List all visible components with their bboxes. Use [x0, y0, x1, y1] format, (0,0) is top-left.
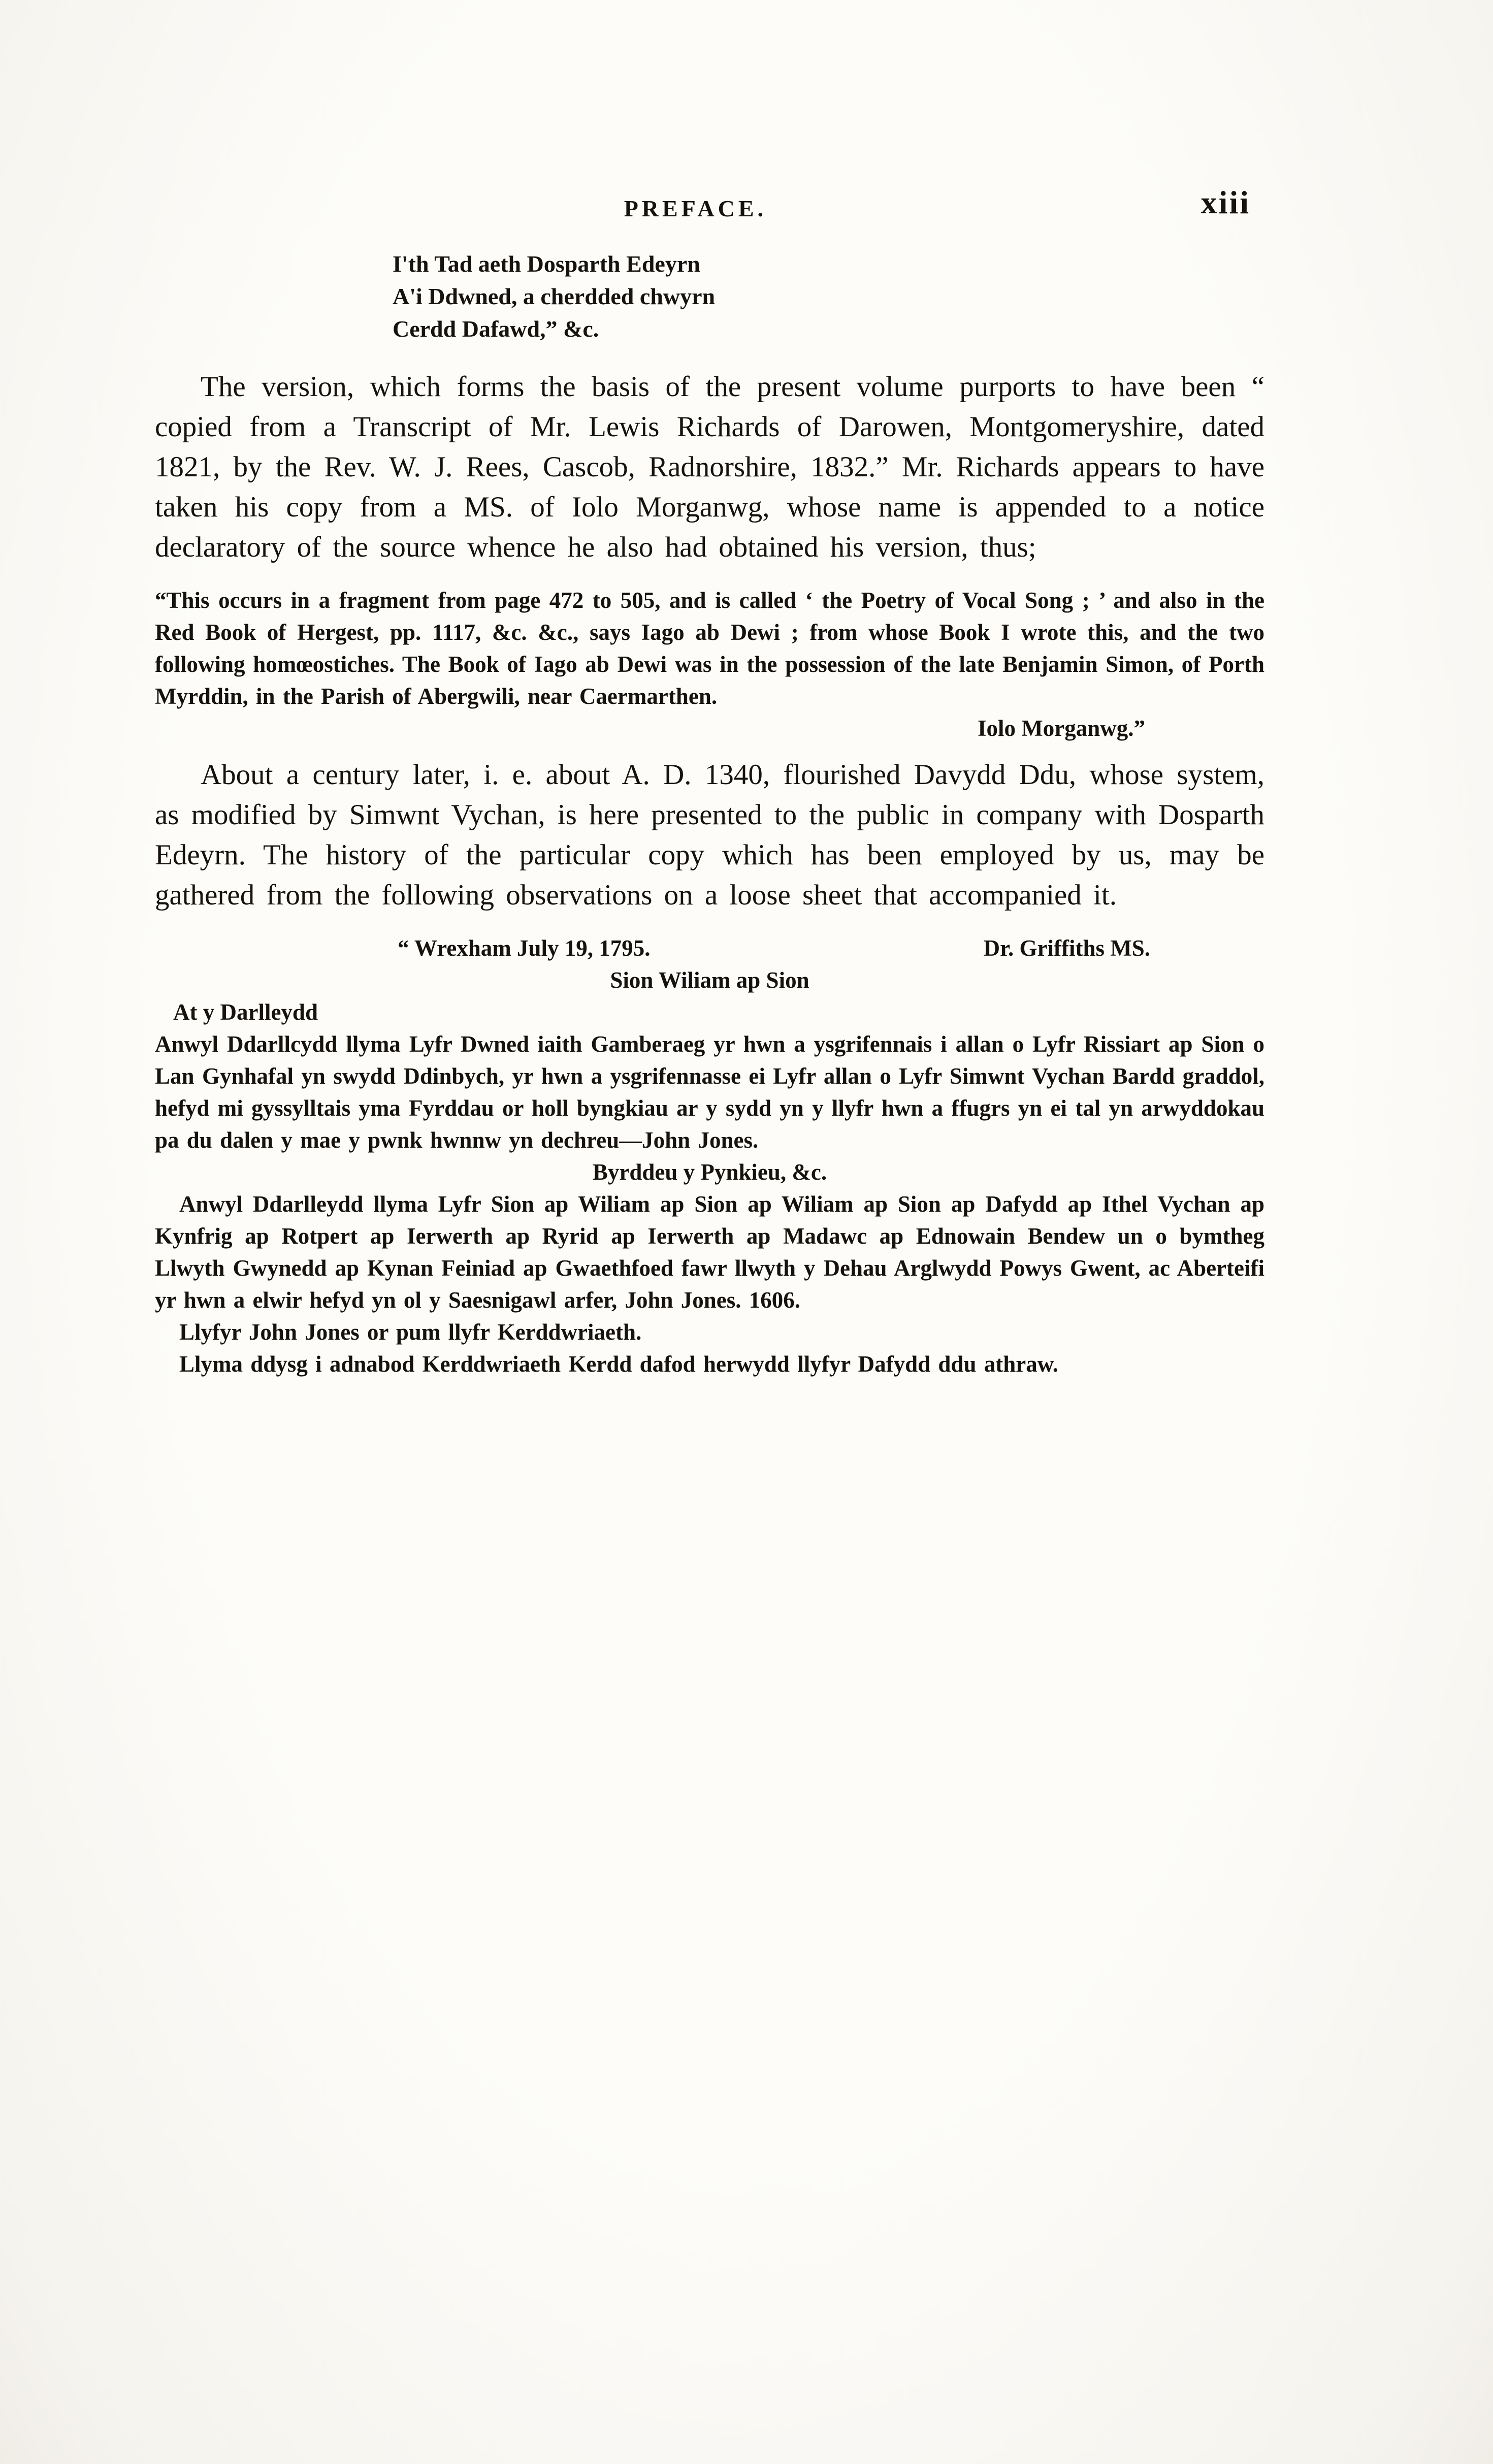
transcription-note-signature: Iolo Morganwg.”: [978, 716, 1145, 741]
addressee-line: Sion Wiliam ap Sion: [610, 967, 809, 993]
main-paragraph-2: About a century later, i. e. about A. D. 1340, flourished Davydd Ddu, whose system, as modified by Simwnt Vychan, is here presented to the public in company with Dosparth Edeyrn. The history of the particular copy which has been employed by us, may be gathered from the following observations on a loose sheet that accompanied it.: [155, 759, 1264, 911]
text-column: [155, 183, 1264, 1380]
preface-title: PREFACE.: [624, 196, 767, 221]
page-header: [155, 183, 1264, 234]
main-paragraph-1: The version, which forms the basis of the present volume purports to have been “ copied from a Transcript of Mr. Lewis Richards of Darowen, Montgomeryshire, dated 1821, by the Rev. W. J. Rees, Cascob, Radnorshire, 1832.” Mr. Richards appears to have taken his copy from a MS. of Iolo Morganwg, whose name is appended to a notice declaratory of the source whence he also had obtained his version, thus;: [155, 371, 1264, 563]
note-paragraph-3: Llyfyr John Jones or pum llyfr Kerddwriaeth.: [179, 1319, 642, 1345]
dateline: [155, 932, 1264, 964]
page-number: xiii: [1200, 184, 1250, 220]
epigraph-line: A'i Ddwned, a cherdded chwyrn: [393, 283, 716, 309]
epigraph-line: Cerdd Dafawd,” &c.: [393, 316, 599, 342]
salutation-line: At y Darlleydd: [173, 999, 318, 1025]
dateline-ms: Dr. Griffiths MS.: [983, 935, 1150, 961]
note-heading-2: Byrddeu y Pynkieu, &c.: [592, 1159, 827, 1185]
epigraph-verse: [393, 248, 1264, 345]
note-paragraph-2: Anwyl Ddarlleydd llyma Lyfr Sion ap Wiliam ap Sion ap Wiliam ap Sion ap Dafydd ap Ithel Vychan ap Kynfrig ap Rotpert ap Ierwerth ap Ryrid ap Ierwerth ap Madawc ap Ednowain Bendew un o bymtheg Llwyth Gwynedd ap Kynan Feiniad ap Gwaethfoed fawr llwyth y Dehau Arglwydd Powys Gwent, ac Aberteifi yr hwn a elwir hefyd yn ol y Saesnigawl arfer, John Jones. 1606.: [155, 1191, 1264, 1313]
manuscript-note: [155, 932, 1264, 1380]
transcription-note-body: “This occurs in a fragment from page 472 to 505, and is called ‘ the Poetry of Vocal Song ; ’ and also in the Red Book of Hergest, pp. 1117, &c. &c., says Iago ab Dewi ; from whose Book I wrote this, and the two following homœostiches. The Book of Iago ab Dewi was in the possession of the late Benjamin Simon, of Porth Myrddin, in the Parish of Abergwili, near Caermarthen.: [155, 588, 1264, 709]
transcription-note: [155, 585, 1264, 744]
dateline-date: “ Wrexham July 19, 1795.: [398, 935, 651, 961]
note-paragraph-4: Llyma ddysg i adnabod Kerddwriaeth Kerdd dafod herwydd llyfyr Dafydd ddu athraw.: [179, 1351, 1058, 1377]
epigraph-line: I'th Tad aeth Dosparth Edeyrn: [393, 251, 700, 277]
note-paragraph-1: Anwyl Ddarllcydd llyma Lyfr Dwned iaith Gamberaeg yr hwn a ysgrifennais i allan o Lyfr Rissiart ap Sion o Lan Gynhafal yn swydd Ddinbych, yr hwn a ysgrifennasse ei Lyfr allan o Lyfr Simwnt Vychan Bardd graddol, hefyd mi gyssylltais yma Fyrddau or holl byngkiau ar y sydd yn y llyfr hwn a ffugrs yn ei tal yn arwyddokau pa du dalen y mae y pwnk hwnnw yn dechreu—John Jones.: [155, 1031, 1264, 1153]
